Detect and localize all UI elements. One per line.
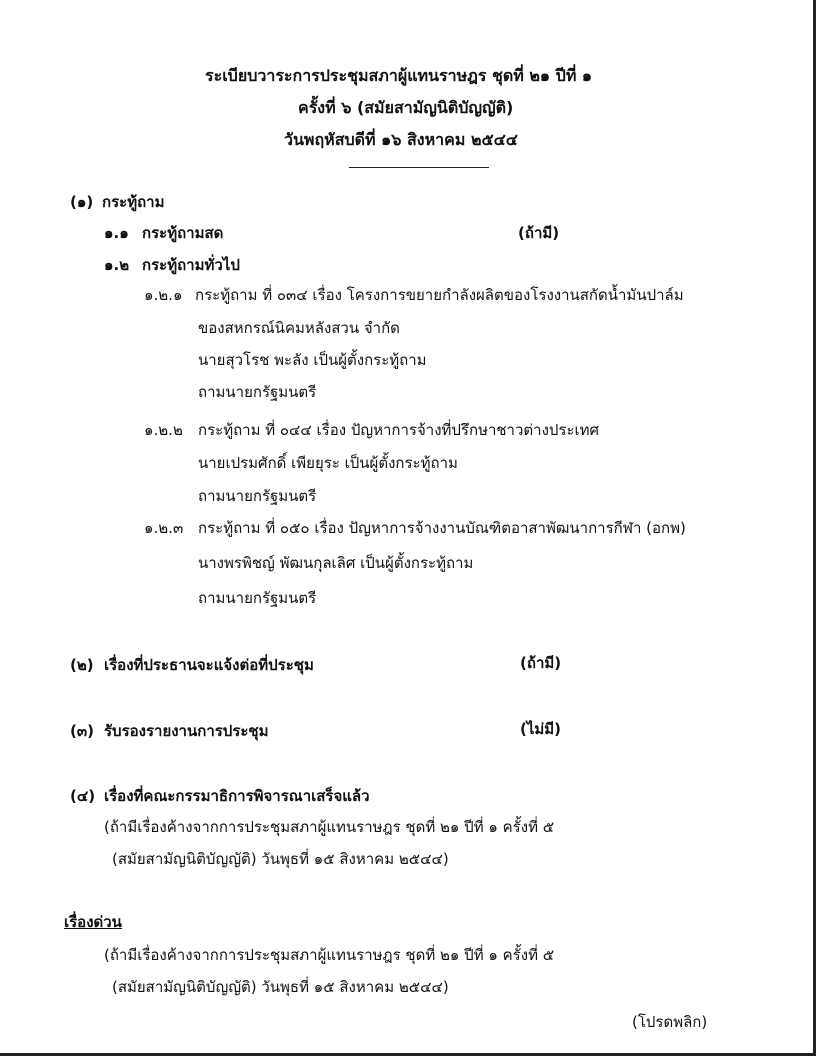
section-2-title: เรื่องที่ประธานจะแจ้งต่อที่ประชุม: [104, 656, 314, 674]
section-3-note: (ไม่มี): [520, 720, 562, 738]
section-4-number: (๔): [70, 787, 96, 805]
question-1-2-1-line: นายสุวโรช พะลัง เป็นผู้ตั้งกระทู้ถาม: [198, 351, 427, 369]
section-1-1-number: ๑.๑: [104, 224, 129, 242]
section-3-title: รับรองรายงานการประชุม: [104, 722, 269, 740]
date-line: วันพฤหัสบดีที่ ๑๖ สิงหาคม ๒๕๔๔: [284, 130, 518, 149]
section-2-note: (ถ้ามี): [520, 654, 562, 672]
turn-over-note: (โปรดพลิก): [632, 1013, 708, 1031]
question-1-2-1-line: ถามนายกรัฐมนตรี: [198, 383, 317, 401]
question-1-2-3-heading: กระทู้ถาม ที่ ๐๕๐ เรื่อง ปัญหาการจ้างงานบัณฑิตอาสาพัฒนาการกีฬา (อกพ): [198, 519, 686, 537]
section-4-title: เรื่องที่คณะกรรมาธิการพิจารณาเสร็จแล้ว: [104, 787, 370, 805]
section-4-note-line: (สมัยสามัญนิติบัญญัติ) วันพุธที่ ๑๕ สิงหาคม ๒๕๔๔): [112, 850, 449, 868]
question-1-2-1-line: ของสหกรณ์นิคมหลังสวน จำกัด: [198, 319, 400, 337]
question-1-2-2-heading: กระทู้ถาม ที่ ๐๔๔ เรื่อง ปัญหาการจ้างที่ปรึกษาชาวต่างประเทศ: [198, 421, 600, 439]
section-1-2-title: กระทู้ถามทั่วไป: [142, 256, 240, 274]
question-1-2-2-line: ถามนายกรัฐมนตรี: [198, 487, 317, 505]
question-1-2-1-heading: กระทู้ถาม ที่ ๐๓๔ เรื่อง โครงการขยายกำลังผลิตของโรงงานสกัดน้ำมันปาล์ม: [195, 286, 684, 304]
session-line: ครั้งที่ ๖ (สมัยสามัญนิติบัญญัติ): [298, 98, 514, 117]
question-1-2-3-line: ถามนายกรัฐมนตรี: [198, 589, 317, 607]
title-rule: [349, 167, 489, 168]
question-1-2-2-line: นายเปรมศักดิ์ เพียยุระ เป็นผู้ตั้งกระทู้ถาม: [198, 454, 458, 472]
question-1-2-2-number: ๑.๒.๒: [144, 421, 183, 439]
section-1-title: กระทู้ถาม: [102, 193, 165, 211]
section-3-number: (๓): [70, 722, 94, 740]
section-4-note-line: (ถ้ามีเรื่องค้างจากการประชุมสภาผู้แทนราษฎร ชุดที่ ๒๑ ปีที่ ๑ ครั้งที่ ๕: [104, 818, 555, 836]
question-1-2-1-number: ๑.๒.๑: [144, 286, 183, 304]
urgent-matters-heading: เรื่องด่วน: [64, 913, 122, 931]
question-1-2-3-number: ๑.๒.๓: [144, 519, 184, 537]
section-2-number: (๒): [70, 656, 94, 674]
section-1-1-note: (ถ้ามี): [518, 224, 560, 242]
urgent-note-line: (ถ้ามีเรื่องค้างจากการประชุมสภาผู้แทนราษฎร ชุดที่ ๒๑ ปีที่ ๑ ครั้งที่ ๕: [104, 946, 555, 964]
section-1-number: (๑): [70, 193, 94, 211]
section-1-2-number: ๑.๒: [104, 256, 130, 274]
agenda-title: ระเบียบวาระการประชุมสภาผู้แทนราษฎร ชุดที่ ๒๑ ปีที่ ๑: [205, 66, 593, 85]
section-1-1-title: กระทู้ถามสด: [142, 224, 224, 242]
urgent-note-line: (สมัยสามัญนิติบัญญัติ) วันพุธที่ ๑๕ สิงหาคม ๒๕๔๔): [112, 978, 449, 996]
question-1-2-3-line: นางพรพิชญ์ พัฒนกุลเลิศ เป็นผู้ตั้งกระทู้ถาม: [198, 554, 474, 572]
